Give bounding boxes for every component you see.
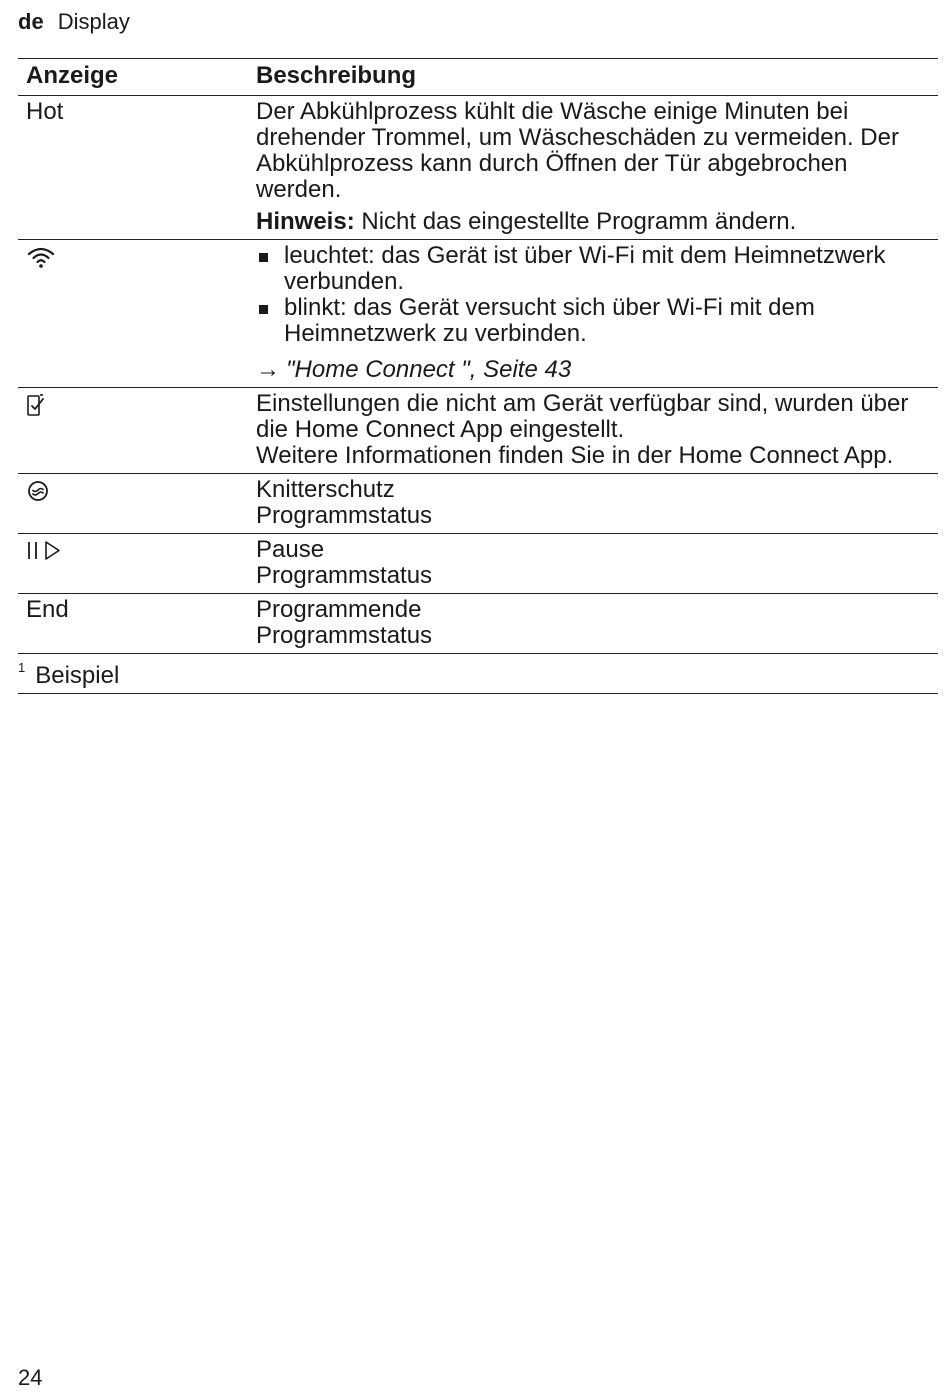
wifi-icon	[26, 245, 56, 275]
description-cell	[256, 388, 938, 474]
table-row	[18, 474, 938, 534]
cross-reference	[256, 357, 938, 383]
description-text: Der Abkühlprozess kühlt die Wäsche einige Minuten bei drehender Trommel, um Wäscheschäden zu vermeiden. Der Abkühlprozess kann durch Öffnen der Tür abgebrochen werden.	[256, 98, 899, 203]
description-text: Einstellungen die nicht am Gerät verfügbar sind, wurden über die Home Connect App eingestellt.	[256, 390, 909, 443]
footnote	[18, 654, 938, 694]
remote-settings-icon	[26, 393, 46, 425]
table-row	[18, 594, 938, 654]
description-cell	[256, 474, 938, 534]
description-text: Programmstatus	[256, 502, 433, 529]
footnote-mark: 1	[18, 660, 26, 675]
table-row	[18, 534, 938, 594]
display-text: End	[18, 594, 256, 654]
table-row	[18, 96, 938, 240]
note-text: Nicht das eingestellte Programm ändern.	[354, 208, 797, 235]
description-text: Programmstatus	[256, 622, 433, 649]
table-row	[18, 240, 938, 388]
page-number: 24	[18, 1365, 43, 1390]
description-cell	[256, 594, 938, 654]
description-text: Knitterschutz	[256, 476, 395, 503]
description-cell	[256, 96, 938, 240]
cross-reference-link[interactable]: "Home Connect ", Seite 43	[286, 356, 572, 383]
page-header	[18, 8, 130, 36]
description-cell	[256, 240, 938, 388]
description-text: Weitere Informationen finden Sie in der Home Connect App.	[256, 442, 894, 469]
footnote-row	[18, 654, 938, 694]
pause-play-icon	[26, 539, 62, 569]
column-header-display: Anzeige	[18, 59, 256, 96]
list-item: blinkt: das Gerät versucht sich über Wi-Fi mit dem Heimnetzwerk zu verbinden.	[256, 295, 938, 347]
note	[256, 209, 938, 235]
footnote-text: Beispiel	[35, 662, 120, 689]
description-text: Programmende	[256, 596, 422, 623]
description-text: Pause	[256, 536, 325, 563]
table-row	[18, 388, 938, 474]
display-table	[18, 58, 938, 694]
section-title: Display	[57, 9, 130, 34]
description-cell	[256, 534, 938, 594]
description-text: Programmstatus	[256, 562, 433, 589]
language-code: de	[18, 9, 44, 34]
column-header-description: Beschreibung	[256, 59, 938, 96]
note-label: Hinweis:	[256, 208, 355, 235]
anti-crease-icon	[26, 479, 50, 509]
status-list	[256, 243, 938, 347]
display-text: Hot	[18, 96, 256, 240]
table-header-row	[18, 59, 938, 96]
arrow-icon: →	[256, 356, 280, 383]
list-item: leuchtet: das Gerät ist über Wi-Fi mit dem Heimnetzwerk verbunden.	[256, 243, 938, 295]
